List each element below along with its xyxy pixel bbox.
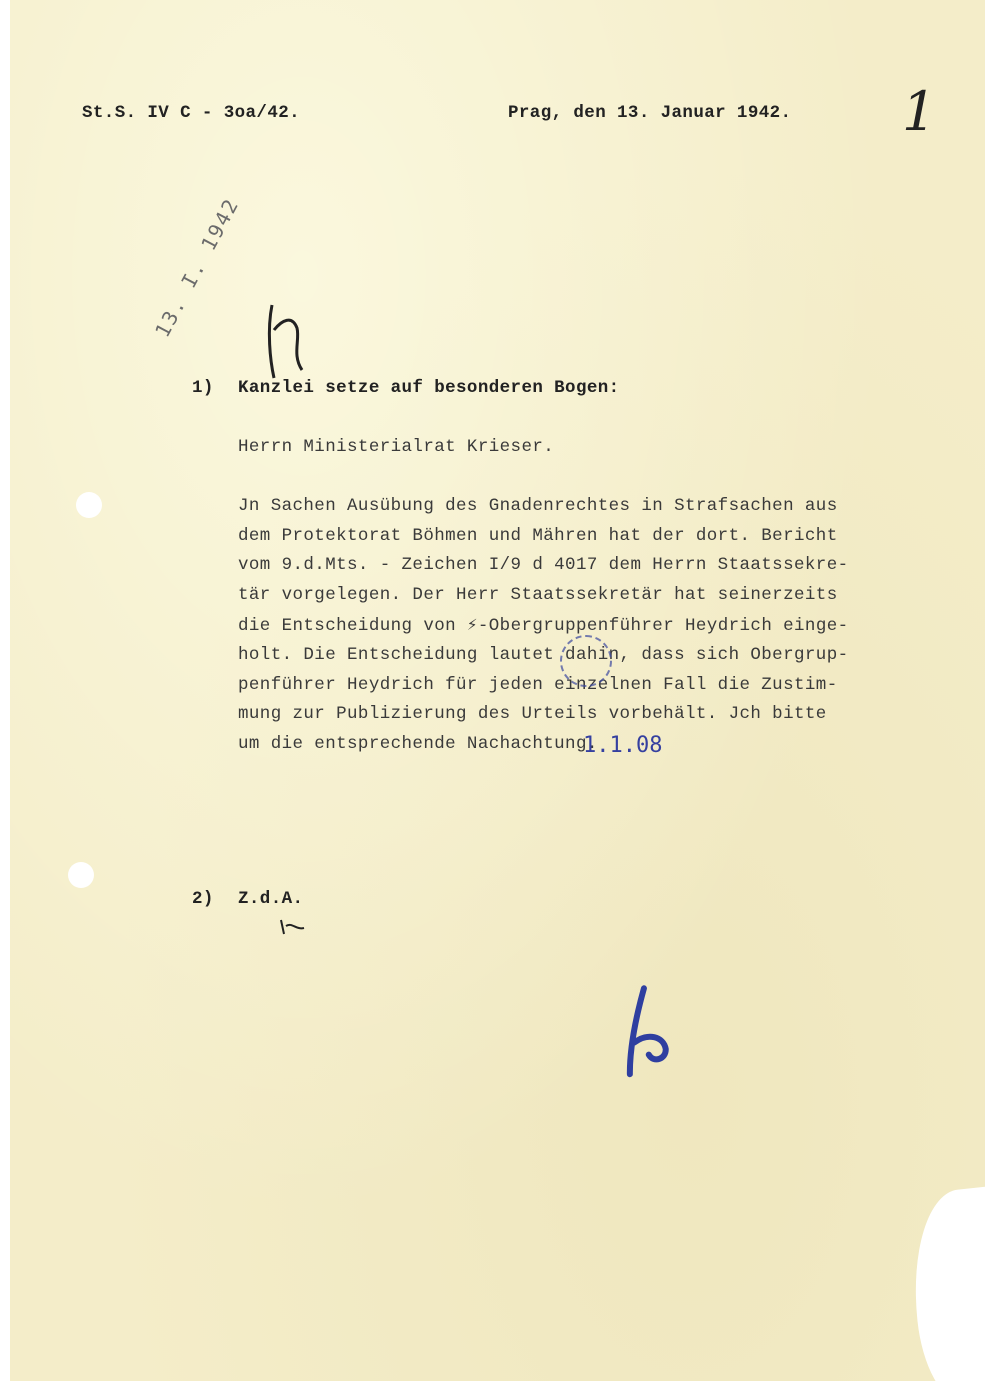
section2-text: Z.d.A. [238, 889, 304, 909]
handwritten-paraph [278, 918, 308, 943]
body-line-9: um die entsprechende Nachachtung. [238, 734, 598, 754]
blue-date-stamp: 1.1.08 [583, 733, 663, 758]
punch-hole-lower [68, 862, 94, 888]
received-date-stamp: 13. I. 1942 [150, 193, 244, 342]
round-office-stamp [560, 635, 612, 687]
punch-hole-upper [76, 492, 102, 518]
body-line-4: tär vorgelegen. Der Herr Staatssekretär hat seinerzeits [238, 585, 838, 605]
body-line-5: die Entscheidung von ⚡-Obergruppenführer Heydrich einge- [238, 616, 849, 636]
body-line-1: Jn Sachen Ausübung des Gnadenrechtes in Strafsachen aus [238, 496, 838, 516]
initials-scribble-icon [262, 300, 312, 380]
addressee: Herrn Ministerialrat Krieser. [238, 437, 555, 457]
body-line-3: vom 9.d.Mts. - Zeichen I/9 d 4017 dem Herrn Staatssekre- [238, 555, 849, 575]
section1-number: 1) [192, 378, 214, 398]
body-line-6: holt. Die Entscheidung lautet dahin, dass sich Obergrup- [238, 645, 849, 665]
reference-number: St.S. IV C - 3oa/42. [82, 103, 301, 123]
body-line-7: penführer Heydrich für jeden einzelnen Fall die Zustim- [238, 675, 838, 695]
torn-corner [904, 1186, 985, 1381]
section2-number: 2) [192, 889, 214, 909]
section1-heading: Kanzlei setze auf besonderen Bogen: [238, 378, 620, 398]
paraph-scribble-icon [278, 918, 308, 938]
page-number-mark: 1 [902, 80, 937, 143]
place-date: Prag, den 13. Januar 1942. [508, 103, 792, 123]
body-line-2: dem Protektorat Böhmen und Mähren hat der dort. Bericht [238, 526, 838, 546]
body-line-8: mung zur Publizierung des Urteils vorbehält. Jch bitte [238, 704, 827, 724]
